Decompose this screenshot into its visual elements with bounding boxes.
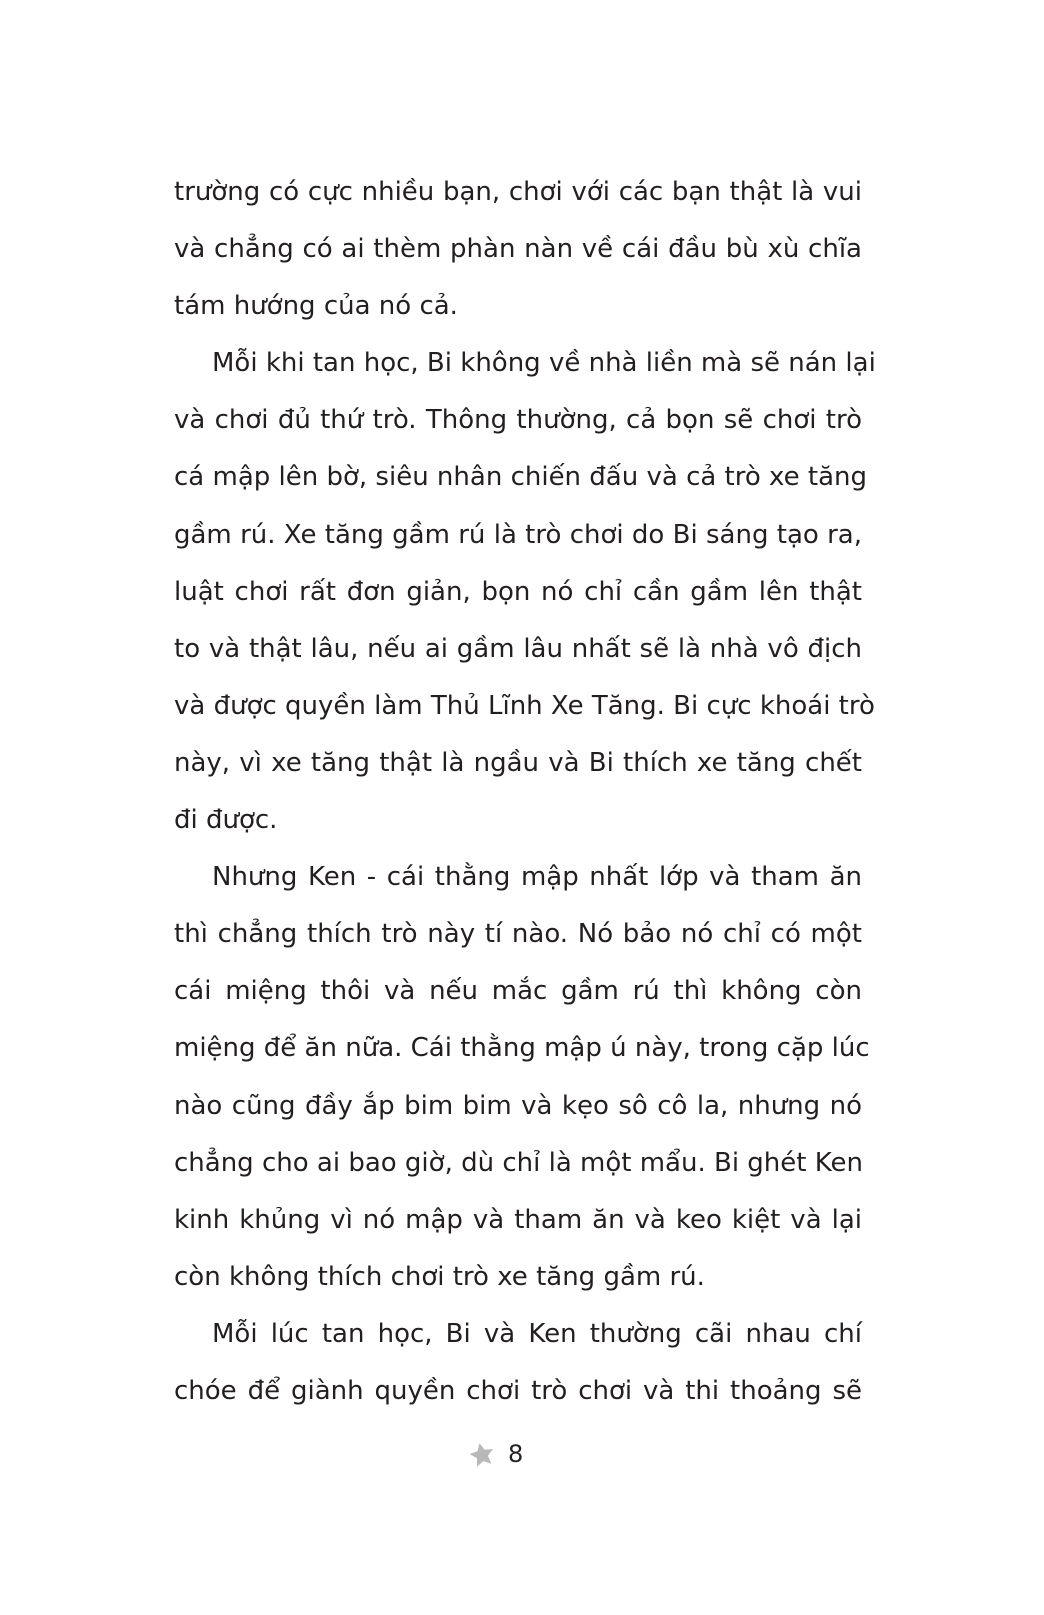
text-line: nào cũng đầy ắp bim bim và kẹo sô cô la, nhưng nó: [174, 1090, 862, 1121]
paragraph: [174, 335, 876, 849]
paragraph: [174, 1306, 862, 1420]
text-line: to và thật lâu, nếu ai gầm lâu nhất sẽ là nhà vô địch: [174, 633, 862, 664]
text-line: gầm rú. Xe tăng gầm rú là trò chơi do Bi sáng tạo ra,: [174, 519, 862, 550]
text-line: và chơi đủ thứ trò. Thông thường, cả bọn sẽ chơi trò: [174, 405, 862, 436]
text-line: miệng để ăn nữa. Cái thằng mập ú này, trong cặp lúc: [174, 1033, 870, 1064]
text-line: Mỗi lúc tan học, Bi và Ken thường cãi nhau chí: [212, 1318, 862, 1349]
text-line: chóe để giành quyền chơi trò chơi và thi thoảng sẽ: [174, 1375, 862, 1406]
text-line: này, vì xe tăng thật là ngầu và Bi thích xe tăng chết: [174, 747, 862, 778]
star-icon: [467, 1442, 497, 1468]
text-line: đi được.: [174, 805, 278, 836]
text-line: còn không thích chơi trò xe tăng gầm rú.: [174, 1261, 705, 1292]
text-line: Mỗi khi tan học, Bi không về nhà liền mà sẽ nán lại: [212, 348, 876, 379]
text-line: chẳng cho ai bao giờ, dù chỉ là một mẩu. Bi ghét Ken: [174, 1147, 863, 1178]
text-line: cá mập lên bờ, siêu nhân chiến đấu và cả trò xe tăng: [174, 462, 867, 493]
text-line: trường có cực nhiều bạn, chơi với các bạn thật là vui: [174, 177, 862, 207]
paragraph: [174, 849, 870, 1306]
text-line: kinh khủng vì nó mập và tham ăn và keo kiệt và lại: [174, 1204, 862, 1235]
body-text: [174, 164, 876, 1420]
text-line: thì chẳng thích trò này tí nào. Nó bảo nó chỉ có một: [174, 919, 862, 950]
text-line: tám hướng của nó cả.: [174, 291, 458, 322]
page-number: 8: [508, 1440, 524, 1468]
page-footer: [0, 1436, 1044, 1476]
text-line: Nhưng Ken - cái thằng mập nhất lớp và tham ăn: [212, 862, 862, 893]
text-line: và được quyền làm Thủ Lĩnh Xe Tăng. Bi cực khoái trò: [174, 690, 875, 721]
paragraph: [174, 164, 862, 335]
text-line: và chẳng có ai thèm phàn nàn về cái đầu bù xù chĩa: [174, 234, 862, 265]
text-line: cái miệng thôi và nếu mắc gầm rú thì không còn: [174, 976, 862, 1007]
text-line: luật chơi rất đơn giản, bọn nó chỉ cần gầm lên thật: [174, 576, 862, 607]
